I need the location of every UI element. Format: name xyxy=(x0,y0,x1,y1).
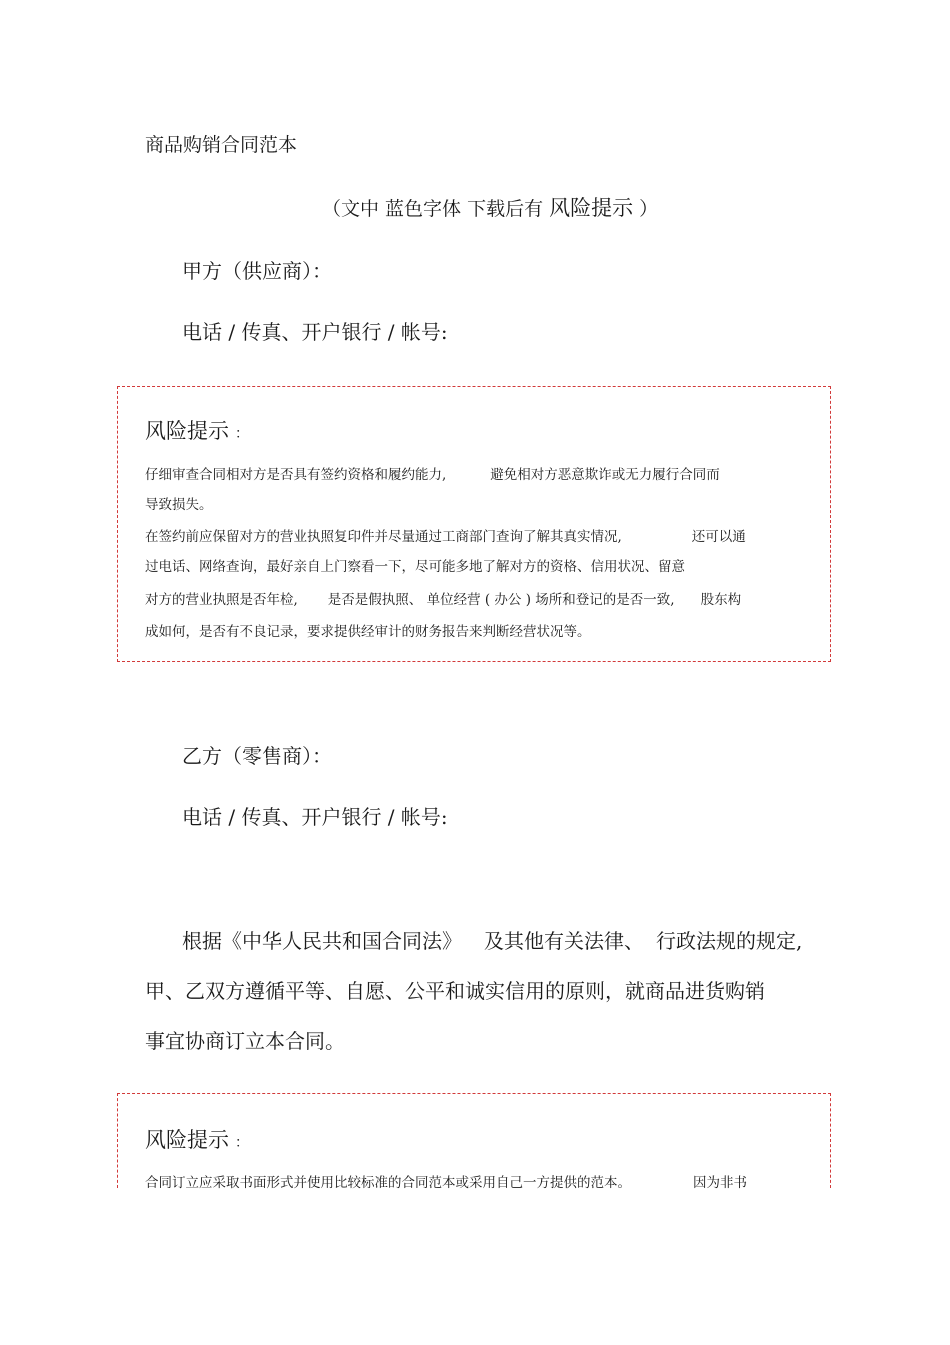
risk-title-2 xyxy=(145,1124,249,1154)
preamble-line-1b: 及其他有关法律、 xyxy=(484,929,644,953)
risk1-line-3 xyxy=(145,525,746,545)
subtitle-part1: （文中 蓝色字体 下载后有 xyxy=(322,198,550,220)
risk-box-2 xyxy=(117,1093,831,1191)
risk1-line-3b: 还可以通 xyxy=(691,529,746,545)
party-a-label: 甲方（供应商）： xyxy=(182,259,332,283)
preamble-line-1c: 行政法规的规定, xyxy=(656,929,803,953)
risk-title-2-colon: ： xyxy=(235,1135,249,1151)
risk1-line-6: 成如何，是否有不良记录，要求提供经审计的财务报告来判断经营状况等。 xyxy=(145,624,591,640)
risk1-line-4: 过电话、网络查询，最好亲自上门察看一下，尽可能多地了解对方的资格、信用状况、留意 xyxy=(145,559,685,575)
risk2-line-1 xyxy=(145,1171,747,1191)
risk2-line-1a: 合同订立应采取书面形式并使用比较标准的合同范本或采用自己一方提供的范本。 xyxy=(145,1175,631,1191)
risk-title-1-colon: ： xyxy=(235,426,249,442)
document-title: 商品购销合同范本 xyxy=(145,134,298,156)
party-b-label: 乙方（零售商）： xyxy=(182,744,332,768)
risk-title-2-text: 风险提示 xyxy=(145,1128,229,1152)
risk-title-1-text: 风险提示 xyxy=(145,419,229,443)
risk1-line-5 xyxy=(145,588,741,608)
subtitle-part2: 风险提示 xyxy=(549,196,634,220)
risk-title-1 xyxy=(145,415,249,445)
party-a-contact: 电话 / 传真、开户银行 / 帐号: xyxy=(182,320,448,344)
risk1-line-2: 导致损失。 xyxy=(145,497,213,513)
risk-box-1 xyxy=(117,386,831,662)
risk1-line-5c: 股东构 xyxy=(700,592,742,608)
party-b-contact: 电话 / 传真、开户银行 / 帐号: xyxy=(182,805,448,829)
preamble-line-1 xyxy=(182,925,802,954)
risk1-line-5b: 是否是假执照、 单位经营 ( 办公 ) 场所和登记的是否一致, xyxy=(327,592,675,608)
risk1-line-3a: 在签约前应保留对方的营业执照复印件并尽量通过工商部门查询了解其真实情况, xyxy=(145,529,622,545)
risk1-line-1a: 仔细审查合同相对方是否具有签约资格和履约能力, xyxy=(145,467,447,483)
subtitle-note xyxy=(322,192,658,222)
preamble-line-1a: 根据《中华人民共和国合同法》 xyxy=(182,929,462,953)
risk1-line-1 xyxy=(145,463,720,483)
preamble-line-2: 甲、乙双方遵循平等、自愿、公平和诚实信用的原则，就商品进货购销 xyxy=(145,979,765,1003)
risk1-line-1b: 避免相对方恶意欺诈或无力履行合同而 xyxy=(490,467,720,483)
subtitle-part3: ） xyxy=(633,198,659,220)
preamble-line-3: 事宜协商订立本合同。 xyxy=(145,1029,345,1053)
risk1-line-5a: 对方的营业执照是否年检, xyxy=(145,592,298,608)
risk2-line-1b: 因为非书 xyxy=(693,1175,747,1191)
